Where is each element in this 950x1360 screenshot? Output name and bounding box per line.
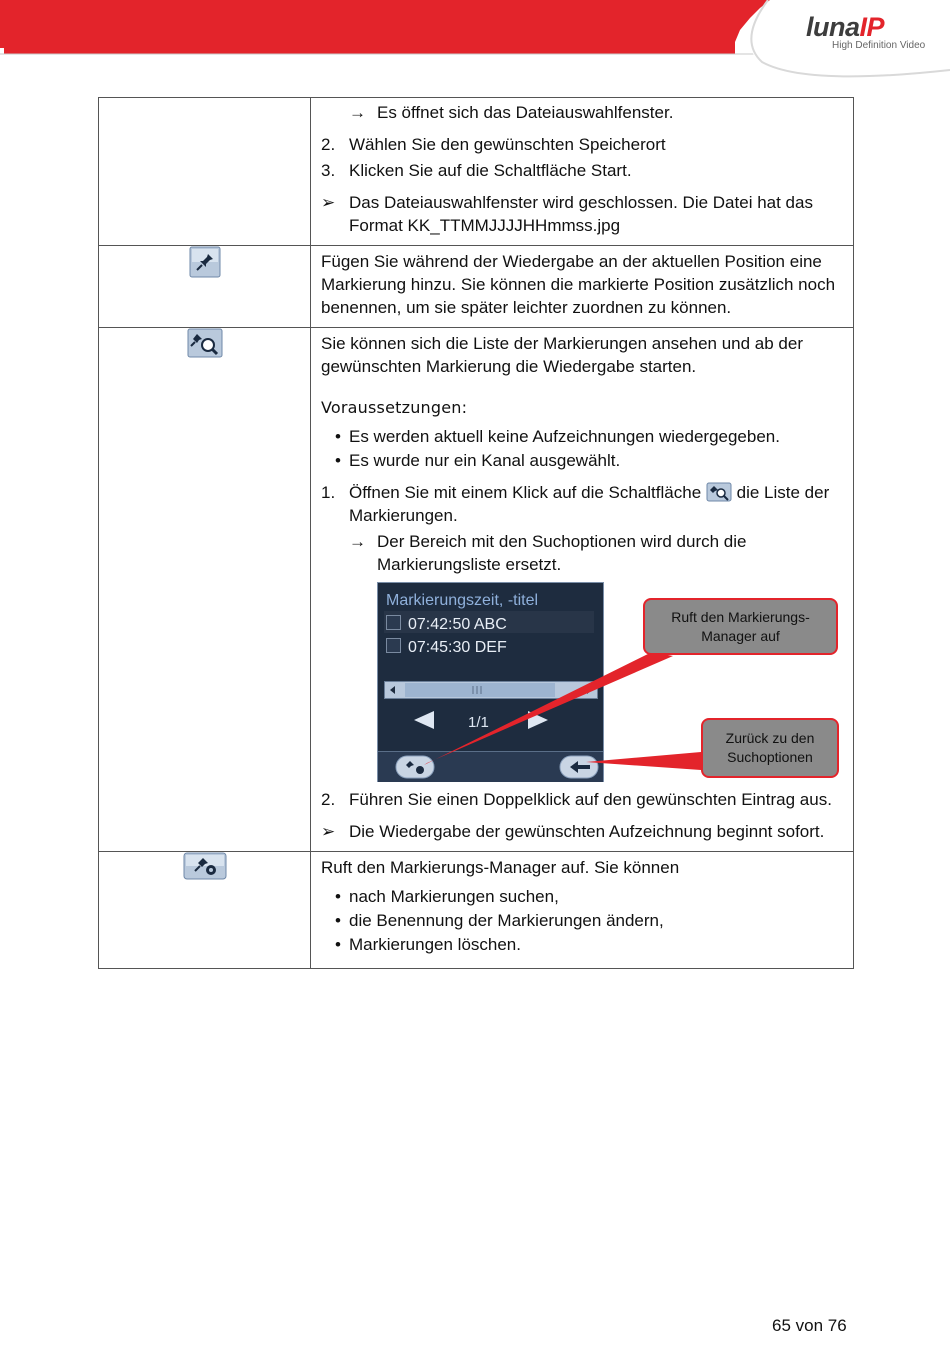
list-item: 1. Öffnen Sie mit einem Klick auf die Schaltfläche die Liste der Markierungen.	[321, 483, 830, 525]
list-item: 2. Führen Sie einen Doppelklick auf den gewünschten Eintrag aus.	[321, 790, 832, 809]
icon-cell	[99, 246, 311, 328]
pin-search-icon	[706, 482, 732, 502]
page-indicator: 1/1	[468, 714, 489, 731]
logo: lunaIP	[806, 12, 885, 42]
icon-cell	[99, 328, 311, 852]
page-header	[0, 0, 950, 80]
list-item: → Der Bereich mit den Suchoptionen wird durch die Markierungsliste ersetzt.	[349, 532, 747, 574]
text-cell	[311, 852, 854, 969]
list-item: 3. Klicken Sie auf die Schaltfläche Start.	[321, 161, 632, 180]
table-row	[99, 246, 854, 328]
logo-subtitle: High Definition Video	[832, 40, 926, 51]
table-row	[99, 328, 854, 852]
list-item: • die Benennung der Markierungen ändern,	[335, 911, 664, 930]
pin-search-icon	[187, 328, 223, 358]
list-item: → Es öffnet sich das Dateiauswahlfenster.	[349, 103, 674, 122]
callout-back: Zurück zu den Suchoptionen	[701, 718, 839, 778]
list-item[interactable]: 07:42:50 ABC	[384, 611, 594, 633]
marker-list-screenshot	[321, 582, 841, 782]
description: Fügen Sie während der Wiedergabe an der aktuellen Position eine Markierung hinzu. Sie können die markierte Position zusätzlich noch benennen, um sie später leichter zuordnen zu können.	[321, 252, 836, 317]
list-item: • Es wurde nur ein Kanal ausgewählt.	[335, 451, 621, 470]
description: Sie können sich die Liste der Markierungen ansehen und ab der gewünschten Markierung die Wiedergabe starten.	[321, 334, 803, 376]
table-row	[99, 852, 854, 969]
pin-gear-icon	[183, 852, 227, 880]
description: Ruft den Markierungs-Manager auf. Sie können	[321, 858, 680, 877]
prerequisites-heading: Voraussetzungen:	[321, 398, 468, 417]
content-table	[98, 97, 854, 969]
list-item: ➢ Das Dateiauswahlfenster wird geschlossen. Die Datei hat das Format KK_TTMMJJJJHHmmss.jpg	[321, 193, 813, 235]
pin-icon	[189, 246, 221, 278]
text-cell	[311, 328, 854, 852]
text-cell	[311, 98, 854, 246]
icon-cell	[99, 852, 311, 969]
table-row	[99, 98, 854, 246]
list-item: • Markierungen löschen.	[335, 935, 521, 954]
list-item[interactable]: 07:45:30 DEF	[384, 634, 594, 656]
list-item: ➢ Die Wiedergabe der gewünschten Aufzeichnung beginnt sofort.	[321, 822, 825, 841]
text-cell	[311, 246, 854, 328]
icon-cell	[99, 98, 311, 246]
marker-list-header: Markierungszeit, -titel	[386, 592, 539, 609]
list-item: • nach Markierungen suchen,	[335, 887, 559, 906]
callout-manager: Ruft den Markierungs-Manager auf	[643, 598, 838, 655]
list-item: 2. Wählen Sie den gewünschten Speicherort	[321, 135, 666, 154]
page-number: 65 von 76	[772, 1316, 847, 1335]
list-item: • Es werden aktuell keine Aufzeichnungen wiedergegeben.	[335, 427, 780, 446]
